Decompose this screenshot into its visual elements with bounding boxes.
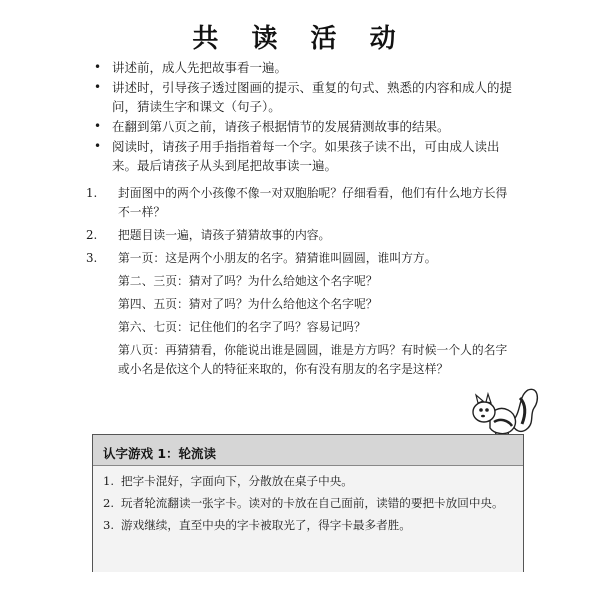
bullet-mark: • (94, 80, 102, 94)
guidance-text: 讲述时，引导孩子透过图画的提示、重复的句式、熟悉的内容和成人的提问，猜读生字和课文（句子）。 (112, 80, 513, 114)
guidance-text: 讲述前，成人先把故事看一遍。 (112, 60, 288, 75)
guidance-item (92, 137, 522, 175)
bullet-mark: • (94, 60, 102, 74)
question-number: 3. (86, 251, 98, 265)
question-number: 1. (86, 186, 98, 200)
guidance-item (92, 58, 522, 77)
bullet-mark: • (94, 119, 102, 133)
guidance-text: 在翻到第八页之前，请孩子根据情节的发展猜测故事的结果。 (112, 119, 450, 134)
page-question: 第四、五页：猜对了吗？为什么给他这个名字呢？ (118, 297, 378, 311)
game-title: 认字游戏 1：轮流读 (103, 446, 217, 461)
question-text: 第一页：这是两个小朋友的名字。猜猜谁叫圆圆，谁叫方方。 (118, 251, 437, 265)
guidance-text: 阅读时，请孩子用手指指着每一个字。如果孩子读不出，可由成人读出来。最后请孩子从头到尾把故事读一遍。 (112, 139, 500, 173)
guidance-list (92, 58, 522, 176)
question-number: 2. (86, 228, 98, 242)
guidance-item (92, 117, 522, 136)
page-title: 共 读 活 动 (192, 24, 408, 54)
game-box (92, 434, 524, 572)
question-list (84, 184, 516, 383)
question-item (84, 226, 516, 245)
question-item (84, 249, 516, 379)
rule-number: 1. (103, 474, 115, 488)
bullet-mark: • (94, 139, 102, 153)
game-rule (103, 472, 513, 491)
game-rule (103, 516, 513, 535)
question-text: 把题目读一遍，请孩子猜猜故事的内容。 (118, 228, 331, 242)
game-rules-panel (93, 465, 523, 572)
rule-number: 3. (103, 518, 115, 532)
page-question-list (118, 272, 516, 379)
page-question: 第六、七页：记住他们的名字了吗？容易记吗？ (118, 320, 366, 334)
question-text: 封面图中的两个小孩像不像一对双胞胎呢？仔细看看，他们有什么地方长得不一样？ (118, 186, 508, 219)
rule-text: 把字卡混好，字面向下，分散放在桌子中央。 (121, 474, 353, 488)
rule-number: 2. (103, 496, 115, 510)
rule-text: 游戏继续，直至中央的字卡被取光了，得字卡最多者胜。 (121, 518, 411, 532)
game-rule (103, 494, 513, 513)
game-rules-list (93, 466, 523, 535)
question-item (84, 184, 516, 222)
rule-text: 玩者轮流翻读一张字卡。读对的卡放在自己面前，读错的要把卡放回中央。 (121, 496, 504, 510)
guidance-item (92, 78, 522, 116)
page-question: 第二、三页：猜对了吗？为什么给她这个名字呢？ (118, 274, 378, 288)
page-question: 第八页：再猜猜看，你能说出谁是圆圆，谁是方方吗？有时候一个人的名字或小名是依这个人的特征来取的，你有没有朋友的名字是这样？ (118, 343, 508, 376)
